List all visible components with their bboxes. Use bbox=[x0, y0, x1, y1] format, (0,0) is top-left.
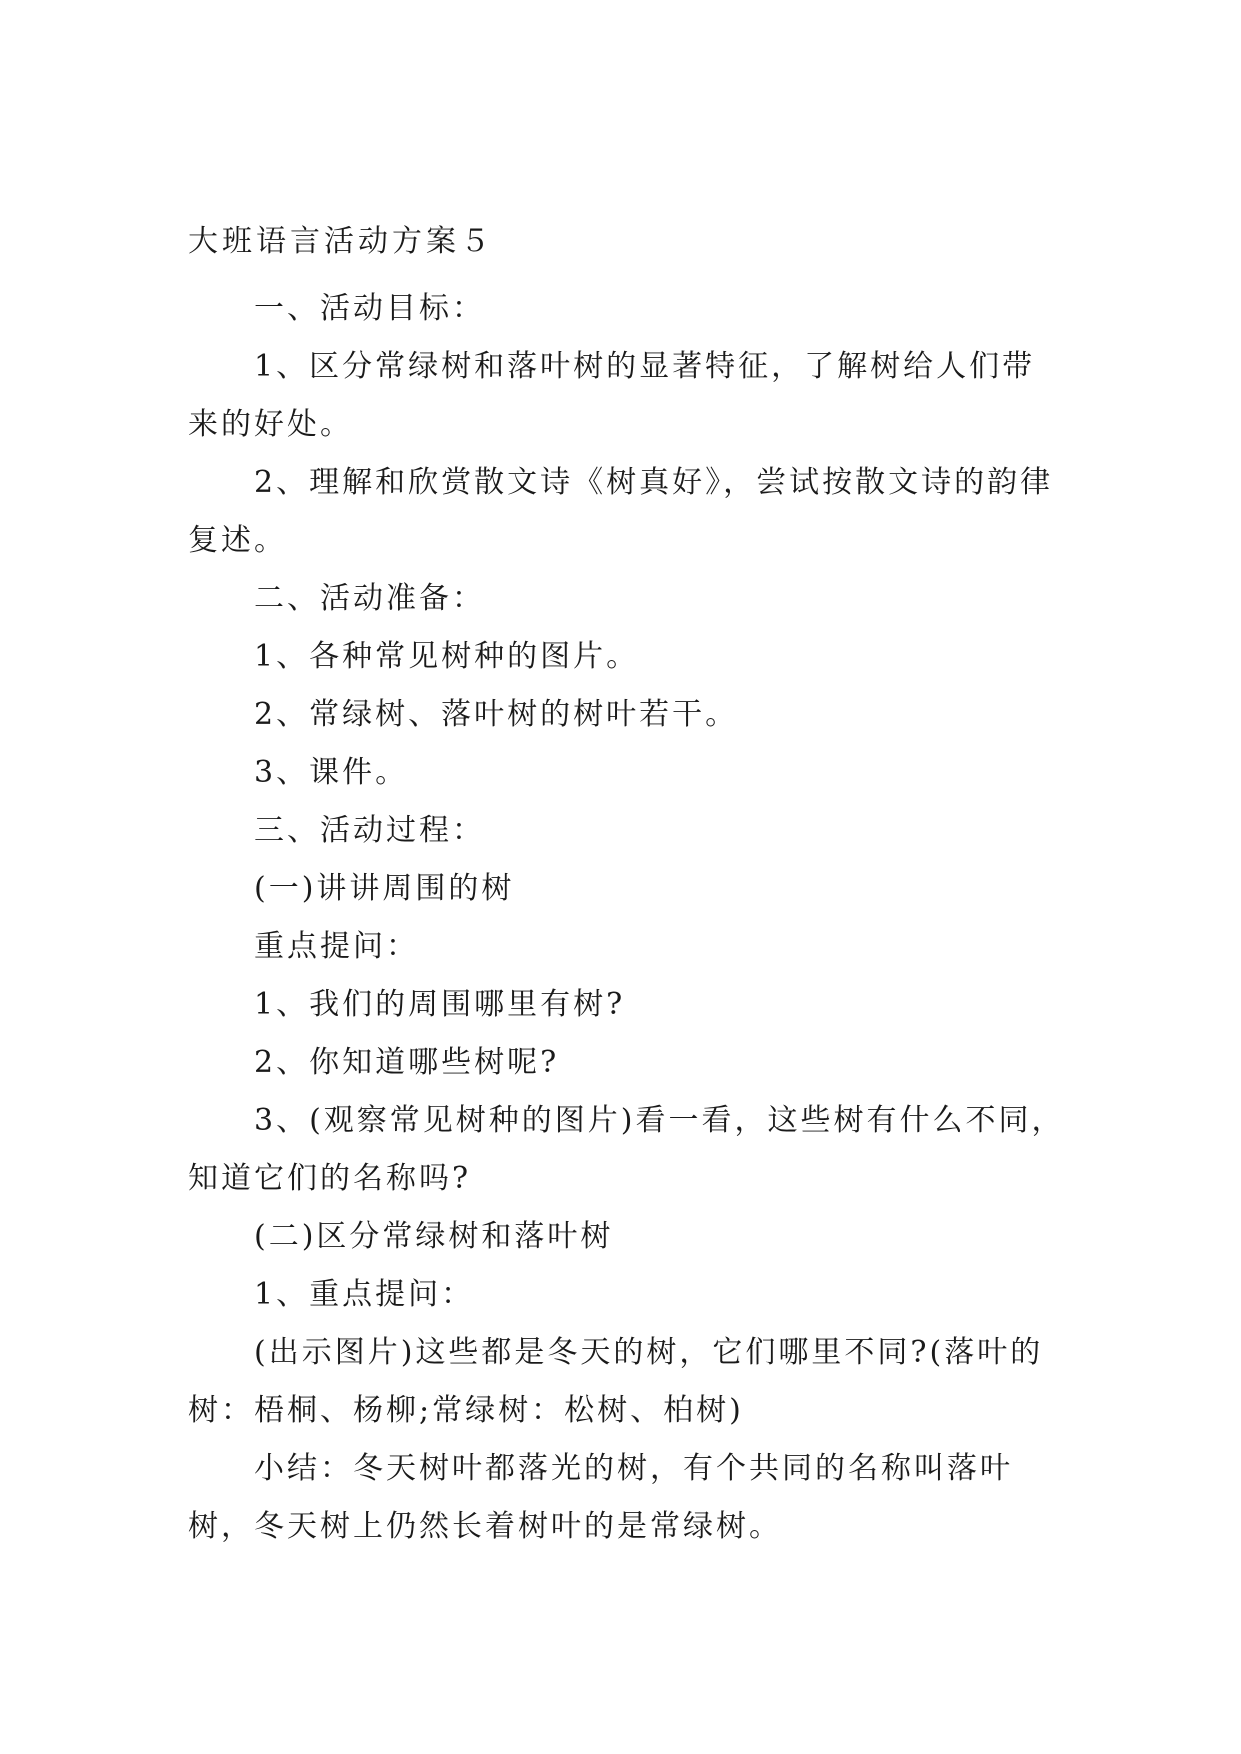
subheading-trees-around: (一)讲讲周围的树 bbox=[254, 871, 515, 906]
document-page bbox=[188, 222, 1068, 1556]
paragraph-question-3: 3、(观察常见树种的图片)看一看，这些树有什么不同，知道它们的名称吗? bbox=[188, 1103, 1065, 1196]
document-title: 大班语言活动方案５ bbox=[188, 224, 494, 259]
paragraph-question-1: 1、我们的周围哪里有树? bbox=[254, 987, 626, 1022]
subheading-distinguish-trees: (二)区分常绿树和落叶树 bbox=[254, 1219, 614, 1254]
paragraph-summary: 小结：冬天树叶都落光的树，有个共同的名称叫落叶树，冬天树上仍然长着树叶的是常绿树。 bbox=[188, 1451, 1013, 1544]
section-heading-process: 三、活动过程： bbox=[254, 813, 485, 848]
section-heading-preparation: 二、活动准备： bbox=[254, 581, 485, 616]
paragraph-prep-2: 2、常绿树、落叶树的树叶若干。 bbox=[254, 697, 739, 732]
paragraph-key-questions-2: 1、重点提问： bbox=[254, 1277, 475, 1312]
paragraph-prep-3: 3、课件。 bbox=[254, 755, 409, 790]
paragraph-key-questions: 重点提问： bbox=[254, 929, 419, 964]
section-heading-goals: 一、活动目标： bbox=[254, 291, 485, 326]
paragraph-question-2: 2、你知道哪些树呢? bbox=[254, 1045, 560, 1080]
paragraph-prep-1: 1、各种常见树种的图片。 bbox=[254, 639, 640, 674]
paragraph-show-pictures: (出示图片)这些都是冬天的树，它们哪里不同?(落叶的树：梧桐、杨柳;常绿树：松树、柏树) bbox=[188, 1335, 1044, 1428]
paragraph-goal-2: 2、理解和欣赏散文诗《树真好》，尝试按散文诗的韵律复述。 bbox=[188, 465, 1054, 558]
paragraph-goal-1: 1、区分常绿树和落叶树的显著特征，了解树给人们带来的好处。 bbox=[188, 349, 1036, 442]
